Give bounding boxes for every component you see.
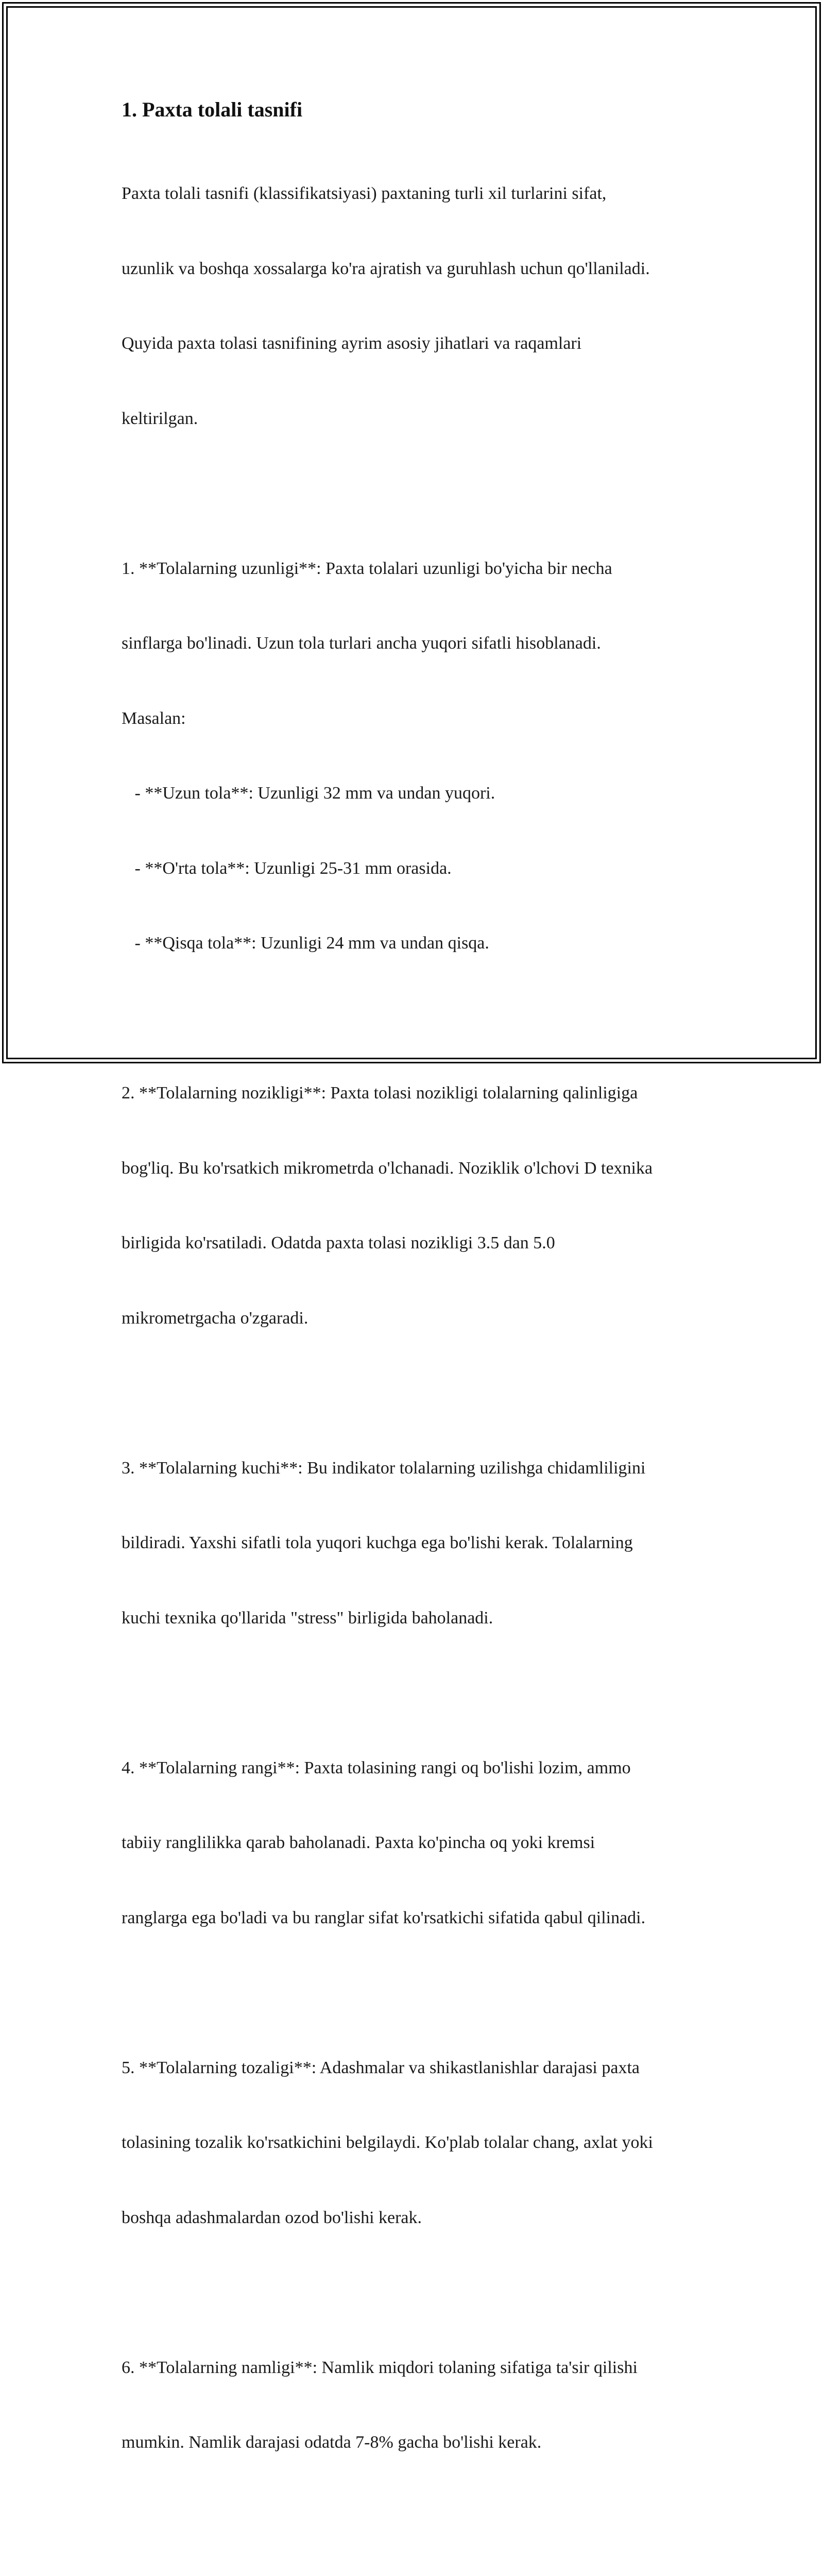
paragraph-item-4-color [122,1706,702,1981]
paragraph-item-7-luster [122,2530,702,2576]
paragraph-intro [122,131,702,481]
text-line: mikrometrgacha o'zgaradi. [122,1308,308,1328]
text-line: 2. **Tolalarning nozikligi**: Paxta tolasi nozikligi tolalarning qalinligiga [122,1083,638,1103]
text-line: 5. **Tolalarning tozaligi**: Adashmalar va shikastlanishlar darajasi paxta [122,2058,640,2077]
text-line: Paxta tolali tasnifi (klassifikatsiyasi) paxtaning turli xil turlarini sifat, [122,184,607,203]
text-line: 4. **Tolalarning rangi**: Paxta tolasining rangi oq bo'lishi lozim, ammo [122,1758,631,1777]
text-line: Masalan: [122,708,186,728]
text-line: 1. **Tolalarning uzunligi**: Paxta tolalari uzunligi bo'yicha bir necha [122,558,612,578]
text-line: bildiradi. Yaxshi sifatli tola yuqori kuchga ega bo'lishi kerak. Tolalarning [122,1533,633,1552]
text-line: boshqa adashmalardan ozod bo'lishi kerak. [122,2208,422,2227]
text-line: mumkin. Namlik darajasi odatda 7-8% gacha bo'lishi kerak. [122,2433,542,2452]
text-line: 3. **Tolalarning kuchi**: Bu indikator tolalarning uzilishga chidamliligini [122,1458,646,1478]
paragraph-item-2-fineness [122,1031,702,1381]
text-line: tolasining tozalik ko'rsatkichini belgilaydi. Ko'plab tolalar chang, axlat yoki [122,2133,654,2152]
text-line: tabiiy ranglilikka qarab baholanadi. Paxta ko'pincha oq yoki kremsi [122,1833,595,1852]
text-line: sinflarga bo'linadi. Uzun tola turlari ancha yuqori sifatli hisoblanadi. [122,634,601,653]
text-line: kuchi texnika qo'llarida "stress" birligida baholanadi. [122,1608,493,1628]
sub-item-short-fiber: - **Qisqa tola**: Uzunligi 24 mm va undan qisqa. [122,934,489,953]
text-line: ranglarga ega bo'ladi va bu ranglar sifat ko'rsatkichi sifatida qabul qilinadi. [122,1908,646,1927]
sub-item-medium-fiber: - **O'rta tola**: Uzunligi 25-31 mm orasida. [122,858,452,878]
text-line: bog'liq. Bu ko'rsatkich mikrometrda o'lchanadi. Noziklik o'lchovi D texnika [122,1158,653,1178]
paragraph-item-5-cleanliness [122,2006,702,2281]
sub-item-long-fiber: - **Uzun tola**: Uzunligi 32 mm va undan yuqori. [122,784,495,803]
text-line: keltirilgan. [122,409,198,428]
text-line: 6. **Tolalarning namligi**: Namlik miqdori tolaning sifatiga ta'sir qilishi [122,2358,638,2377]
paragraph-item-3-strength [122,1406,702,1681]
document-title: 1. Paxta tolali tasnifi [122,98,303,121]
document-body [122,95,702,2576]
text-line: uzunlik va boshqa xossalarga ko'ra ajratish va guruhlash uchun qo'llaniladi. [122,259,650,278]
text-line: Quyida paxta tolasi tasnifining ayrim asosiy jihatlari va raqamlari [122,334,582,353]
paragraph-item-6-moisture [122,2306,702,2505]
paragraph-item-1-length [122,506,702,1006]
text-line: birligida ko'rsatiladi. Odatda paxta tolasi nozikligi 3.5 dan 5.0 [122,1233,555,1252]
